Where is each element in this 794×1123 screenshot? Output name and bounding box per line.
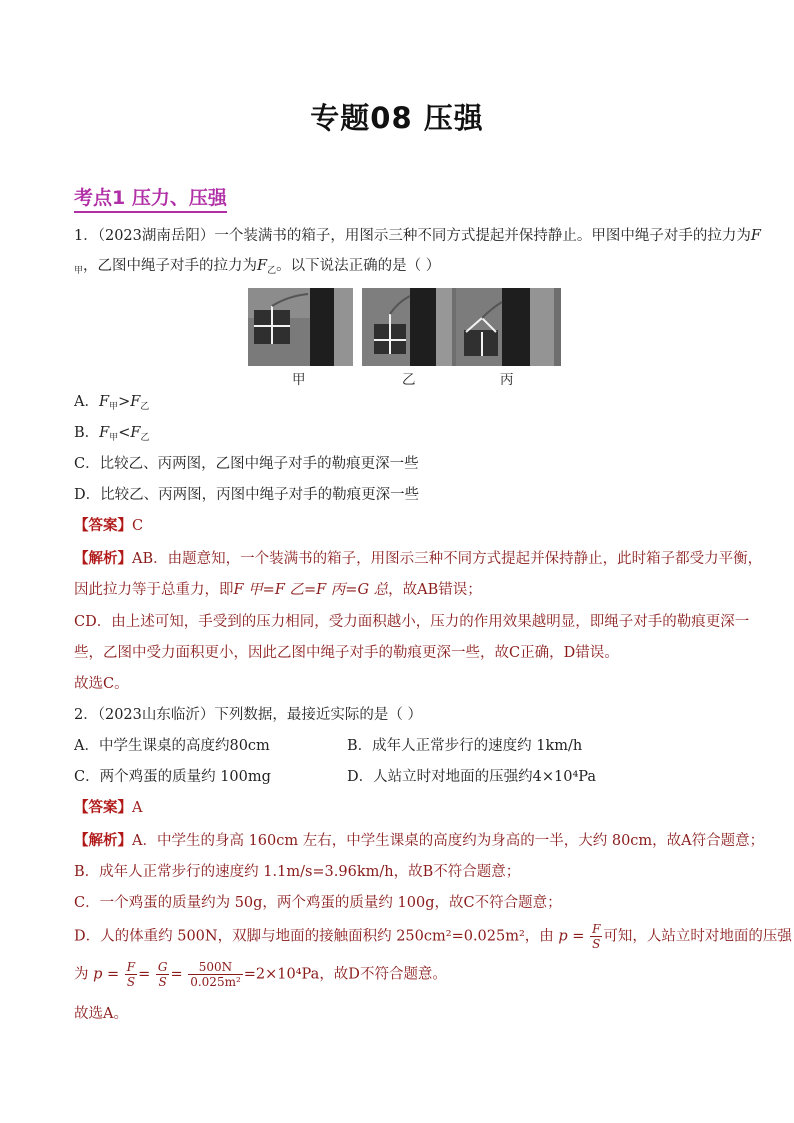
opt-a-sub1: 甲 (109, 402, 119, 412)
frac-num: F (126, 960, 136, 974)
opt-b-f1: F (99, 425, 110, 441)
expl-equation: F 甲=F 乙=F 丙=G 总 (233, 582, 389, 598)
label-yi: 乙 (402, 372, 416, 388)
q2-conclusion: 故选A。 (74, 1006, 128, 1022)
q2-explanation-b: B．成年人正常步行的速度约 1.1m/s=3.96km/h，故B不符合题意； (74, 864, 521, 880)
q1-explanation-line3: CD．由上述可知，手受到的压力相同，受力面积越小，压力的作用效果越明显，即绳子对手的勒痕更深一 (74, 614, 750, 630)
fraction-3 (188, 960, 243, 989)
q1-stem-line1 (74, 226, 761, 246)
answer-value: A (132, 800, 143, 816)
opt-a-f1: F (98, 394, 110, 410)
formula-result: =2×10⁴Pa (243, 966, 320, 983)
photo-bing (456, 288, 561, 366)
label-bing: 丙 (500, 372, 514, 388)
q1-sub-yi: 乙 (267, 266, 277, 276)
opt-b-sub2: 乙 (140, 433, 150, 443)
q2-option-a: A．中学生课桌的高度约80cm (74, 738, 270, 754)
opt-b-rel: < (118, 425, 131, 441)
expl-text: 为 (74, 966, 89, 983)
q1-option-a (74, 392, 149, 417)
q2-explanation-d1 (74, 922, 792, 951)
expl-text: D．人的体重约 500N，双脚与地面的接触面积约 250cm²=0.025m²，由 (74, 928, 554, 945)
q1-conclusion: 故选C。 (74, 676, 129, 692)
photo-bing-image (456, 288, 554, 366)
q2-option-c: C．两个鸡蛋的质量约 100mg (74, 769, 271, 785)
q2-stem: 2．（2023山东临沂）下列数据，最接近实际的是（ ） (74, 707, 422, 723)
q1-explanation-line4: 些，乙图中受力面积更小，因此乙图中绳子对手的勒痕更深一些，故C正确，D错误。 (74, 645, 619, 661)
expl-text: ，故D不符合题意。 (319, 966, 447, 983)
opt-a-rel: > (118, 394, 131, 410)
expl-text: 因此拉力等于总重力，即 (74, 582, 234, 598)
q2-explanation-c: C．一个鸡蛋的质量约为 50g，两个鸡蛋的质量约 100g，故C不符合题意； (74, 895, 562, 911)
opt-a-prefix: A． (74, 394, 99, 410)
expl-text: 可知，人站立时对地面的压强 (603, 928, 792, 945)
opt-b-prefix: B． (74, 425, 100, 441)
q2-answer (74, 798, 142, 818)
frac-num: F (592, 922, 601, 936)
fraction-2 (156, 960, 170, 989)
q2-option-b: B．成年人正常步行的速度约 1km/h (347, 738, 583, 754)
opt-a-sub2: 乙 (140, 402, 150, 412)
fraction-1 (125, 960, 137, 989)
explanation-tag: 【解析】 (74, 550, 132, 567)
q2-explanation-d2: 为 p = $\frac{F}{S}$ = $\frac{G}{S}$ = $\frac{500N}{\text{0.025m²}}$ =2×10⁴Pa，故D不符合题意。 (74, 960, 447, 989)
q1-stem-text2: ，乙图中绳子对手的拉力为 (83, 258, 258, 274)
opt-a-f2: F (130, 394, 141, 410)
label-jia: 甲 (292, 372, 306, 388)
frac-den: S (592, 937, 601, 951)
opt-b-f2: F (130, 425, 141, 441)
q1-explanation-line1 (74, 549, 762, 569)
q1-stem-line2 (74, 256, 440, 281)
q1-force-symbol: F (750, 228, 761, 244)
frac-den: S (126, 975, 136, 989)
explanation-tag: 【解析】 (74, 832, 132, 849)
answer-value: C (132, 518, 144, 534)
photo-yi (362, 288, 467, 366)
photo-yi-image (362, 288, 452, 366)
q1-stem-text: 1．（2023湖南岳阳）一个装满书的箱子，用图示三种不同方式提起并保持静止。甲图中绳子对手的拉力为 (74, 228, 751, 244)
frac-num: G (157, 960, 168, 974)
q1-option-d: D．比较乙、丙两图，丙图中绳子对手的勒痕更深一些 (74, 487, 420, 503)
q2-explanation-a (74, 831, 764, 851)
q1-stem-text3: 。以下说法正确的是（ ） (276, 258, 441, 274)
q1-force-symbol2: F (257, 258, 268, 274)
frac-den: 0.025m² (190, 975, 241, 989)
page-title: 专题08 压强 (310, 101, 484, 135)
expl-text: AB．由题意知，一个装满书的箱子，用图示三种不同方式提起并保持静止，此时箱子都受力平衡， (132, 551, 763, 567)
q1-option-c: C．比较乙、丙两图，乙图中绳子对手的勒痕更深一些 (74, 456, 419, 472)
fraction-f-over-s (590, 922, 602, 951)
expl-text: A．中学生的身高 160cm 左右，中学生课桌的高度约为身高的一半，大约 80cm，故A符合题意； (132, 833, 765, 849)
frac-num: 500N (188, 960, 243, 975)
q1-option-b (74, 423, 149, 448)
expl-text: ，故AB错误； (388, 582, 482, 598)
q1-sub-jia: 甲 (74, 266, 84, 276)
photo-jia (248, 288, 353, 366)
answer-tag: 【答案】 (74, 799, 132, 816)
q2-option-d: D．人站立时对地面的压强约4×10⁴Pa (347, 769, 597, 785)
formula-p: p = (93, 966, 120, 983)
q1-answer (74, 516, 143, 536)
answer-tag: 【答案】 (74, 517, 132, 534)
section-heading: 考点1 压力、压强 (74, 186, 227, 213)
formula-p: p = (558, 928, 585, 945)
q1-explanation-line2 (74, 580, 482, 600)
photo-jia-image (248, 288, 353, 366)
frac-den: S (158, 975, 167, 989)
opt-b-sub1: 甲 (109, 433, 119, 443)
